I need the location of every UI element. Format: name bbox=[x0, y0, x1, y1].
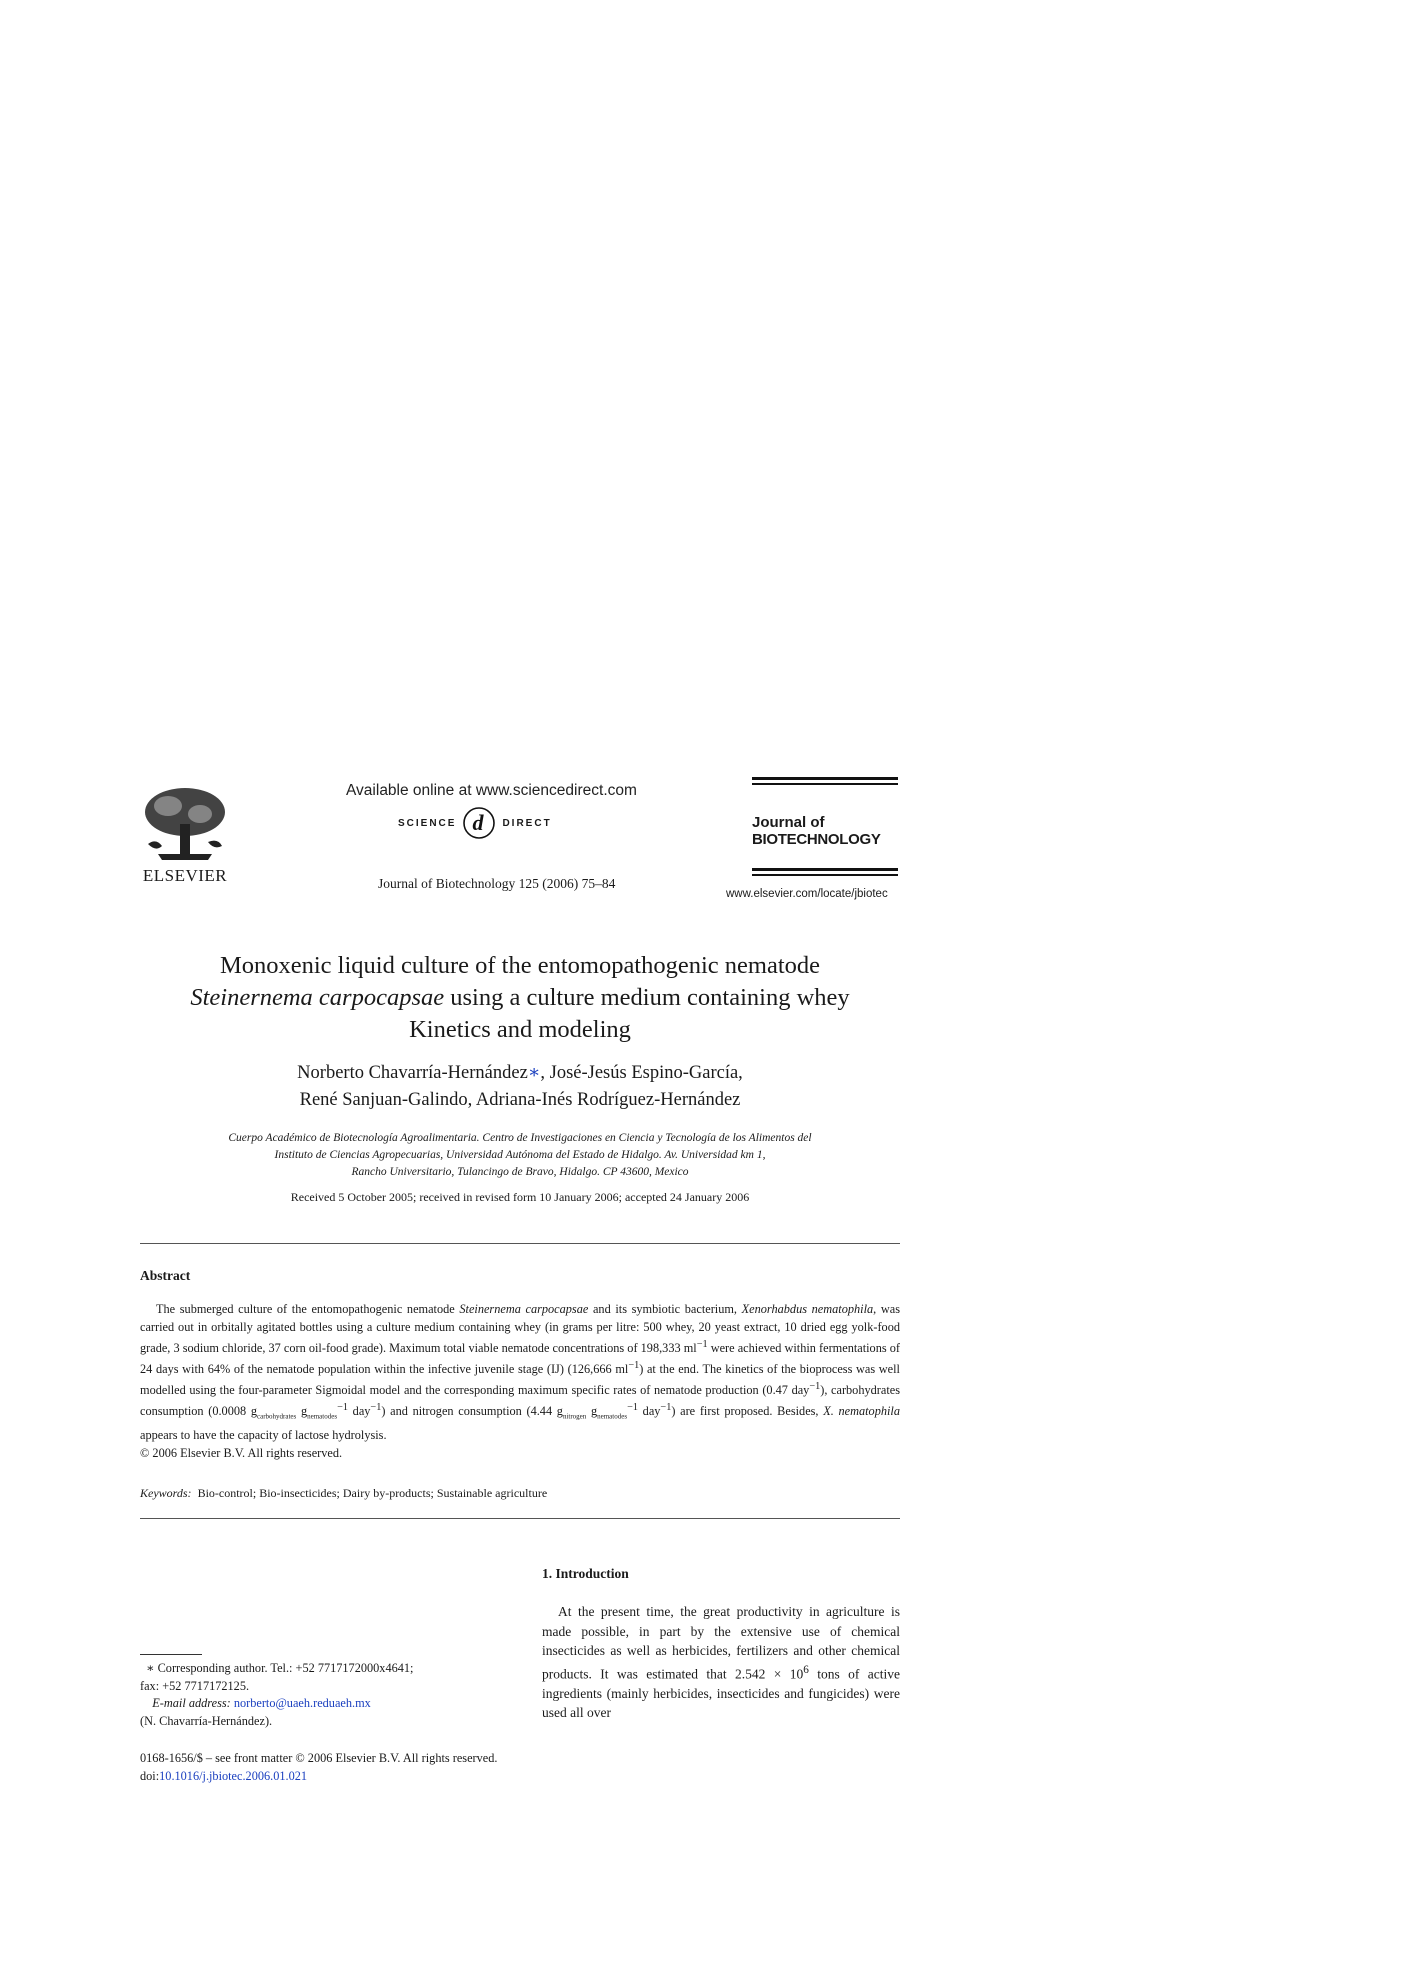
abstract-paragraph: The submerged culture of the entomopathogenic nematode Steinernema carpocapsae and its symbiotic bacterium, Xenorhabdus nematophila, was carried out in orbitally agitated bottles using a culture medium containing whey (in grams per litre: 500 whey, 20 yeast extract, 10 dried egg yolk-food grade, 3 sodium chloride, 37 corn oil-food grade). Maximum total viable nematode concentrations of 198,333 $ml^{-1}$ were achieved within fermentations of 24 days with 64% of the nematode population within the infective juvenile stage (IJ) (126,666 $ml^{-1}$) at the end. The kinetics of the bioprocess was well modelled using the four-parameter Sigmoidal model and the corresponding maximum specific rates of nematode production (0.47 day$^{-1}$), carbohydrates consumption (0.0008 $g_{carbohydrates}$ $g_{nematodes}^{-1}$ day$^{-1}$) and nitrogen consumption (4.44 $g_{nitrogen}$ $g_{nematodes}^{-1}$ day$^{-1}$) are first proposed. Besides, X. nematophila appears to have the capacity of lactose hydrolysis. bbox=[140, 1302, 900, 1442]
abstract-heading: Abstract bbox=[140, 1268, 191, 1283]
journal-citation: Journal of Biotechnology 125 (2006) 75–84 bbox=[378, 876, 616, 891]
authors-line1-rest: , José-Jesús Espino-García, bbox=[540, 1063, 743, 1083]
author-list bbox=[130, 1060, 910, 1114]
received-dates: Received 5 October 2005; received in revised form 10 January 2006; accepted 24 January 2006 bbox=[290, 1190, 750, 1204]
elsevier-tree-icon bbox=[138, 784, 232, 864]
journal-name-line2: BIOTECHNOLOGY bbox=[752, 831, 881, 848]
section-heading-introduction: 1. Introduction bbox=[542, 1566, 629, 1581]
elsevier-logo bbox=[138, 784, 232, 884]
sd-mark-letter: d bbox=[472, 810, 486, 835]
abstract-body bbox=[140, 1300, 900, 1462]
authors-line2: René Sanjuan-Galindo, Adriana-Inés Rodríguez-Hernández bbox=[299, 1090, 741, 1110]
email-link[interactable]: norberto@uaeh.reduaeh.mx bbox=[233, 1696, 371, 1710]
footnote-line2: fax: +52 7717172125. bbox=[140, 1678, 250, 1693]
footnote bbox=[140, 1660, 470, 1730]
keywords-label: Keywords: bbox=[140, 1486, 192, 1500]
journal-rule-bottom-2 bbox=[752, 874, 898, 876]
sd-right-word: DIRECT bbox=[502, 817, 552, 829]
footnote-rule bbox=[140, 1654, 202, 1655]
footnote-line1: ∗ Corresponding author. Tel.: +52 7717172000x4641; bbox=[146, 1661, 414, 1675]
journal-name bbox=[752, 814, 881, 848]
sciencedirect-d-icon bbox=[462, 806, 496, 840]
front-matter bbox=[140, 1750, 497, 1785]
introduction-body bbox=[542, 1602, 900, 1723]
affiliation bbox=[130, 1130, 910, 1181]
abstract-copyright: © 2006 Elsevier B.V. All rights reserved. bbox=[140, 1445, 343, 1460]
abstract-rule-bottom bbox=[140, 1518, 900, 1519]
author-corresponding: Norberto Chavarría-Hernández bbox=[297, 1063, 528, 1083]
corresponding-star-link[interactable]: ∗ bbox=[527, 1063, 541, 1083]
journal-rule-top-2 bbox=[752, 783, 898, 785]
keywords-list: Bio-control; Bio-insecticides; Dairy by-products; Sustainable agriculture bbox=[197, 1486, 548, 1500]
affiliation-line1: Cuerpo Académico de Biotecnología Agroalimentaria. Centro de Investigaciones en Ciencia y Tecnología de los Alimentos del bbox=[228, 1132, 812, 1144]
affiliation-line2: Instituto de Ciencias Agropecuarias, Universidad Autónoma del Estado de Hidalgo. Av. Universidad km 1, bbox=[274, 1149, 766, 1161]
authors-line1 bbox=[130, 1060, 910, 1087]
journal-rule-top-1 bbox=[752, 777, 898, 780]
introduction-paragraph: At the present time, the great productivity in agriculture is made possible, in part by the extensive use of chemical insecticides as well as herbicides, fertilizers and other chemical products. It was estimated that $2.542 \times 10^6$ tons of active ingredients (mainly herbicides, insecticides and fungicides) were used all over bbox=[542, 1604, 900, 1720]
doi-link[interactable]: 10.1016/j.jbiotec.2006.01.021 bbox=[159, 1768, 308, 1783]
sd-left-word: SCIENCE bbox=[398, 817, 457, 829]
elsevier-wordmark: ELSEVIER bbox=[142, 866, 228, 885]
journal-name-line1: Journal of bbox=[752, 814, 825, 831]
doi-line: doi:10.1016/j.jbiotec.2006.01.021 bbox=[140, 1768, 308, 1783]
affiliation-line3: Rancho Universitario, Tulancingo de Bravo, Hidalgo. CP 43600, Mexico bbox=[351, 1166, 689, 1178]
footnote-email: E-mail address: norberto@uaeh.reduaeh.mx bbox=[152, 1696, 371, 1710]
journal-url[interactable]: www.elsevier.com/locate/jbiotec bbox=[726, 888, 888, 900]
footnote-name: (N. Chavarría-Hernández). bbox=[140, 1713, 273, 1728]
sciencedirect-logo[interactable] bbox=[398, 806, 552, 840]
title-line2 bbox=[130, 982, 910, 1014]
title-line2-rest: using a culture medium containing whey bbox=[444, 984, 850, 1011]
keywords bbox=[140, 1486, 547, 1501]
front-matter-line: 0168-1656/$ – see front matter © 2006 Elsevier B.V. All rights reserved. bbox=[140, 1751, 498, 1765]
available-online-text[interactable]: Available online at www.sciencedirect.com bbox=[346, 782, 637, 799]
article-title bbox=[130, 950, 910, 1046]
journal-rule-bottom-1 bbox=[752, 868, 898, 871]
title-line3: Kinetics and modeling bbox=[409, 1016, 631, 1043]
abstract-rule-top bbox=[140, 1243, 900, 1244]
title-species: Steinernema carpocapsae bbox=[190, 984, 445, 1011]
title-line1: Monoxenic liquid culture of the entomopathogenic nematode bbox=[219, 952, 821, 979]
